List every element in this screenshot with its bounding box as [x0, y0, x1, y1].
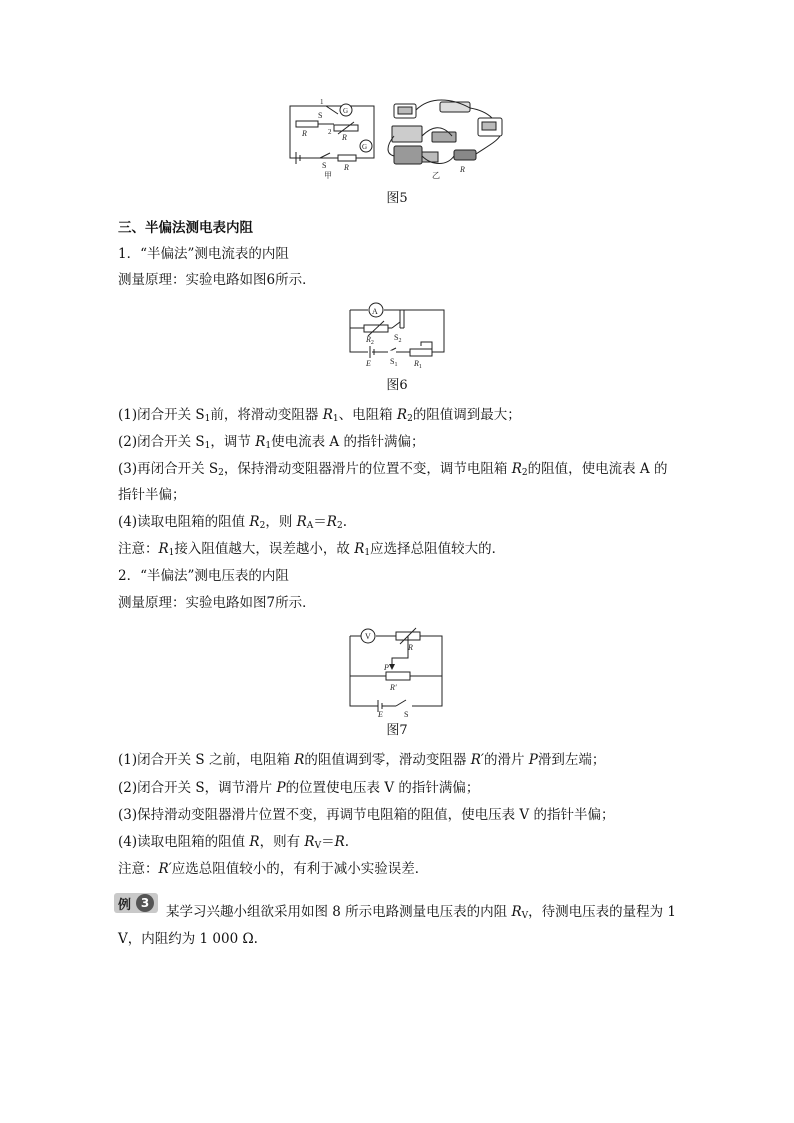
fig6-ammeter-label: A — [372, 307, 378, 316]
part-1-step-3: (3)再闭合开关 $S_2$，保持滑动变阻器滑片的位置不变，调节电阻箱 $R_2$的阻值，使电流表 A 的 — [118, 461, 668, 478]
figure-7-circuit-diagram — [344, 624, 448, 718]
figure-6-caption: 图6 — [386, 378, 408, 393]
fig6-label-s2: $S_2$ — [394, 333, 402, 344]
fig5-label-r2: R — [342, 133, 347, 142]
part-2-title: 2．“半偏法”测电压表的内阻 — [118, 568, 289, 584]
fig5-label-2: 2 — [328, 128, 332, 136]
figure-6-circuit-diagram — [344, 298, 448, 370]
fig5-label-g0: G — [362, 143, 368, 151]
part-2-step-2: (2)闭合开关 S，调节滑片 P的位置使电压表 V 的指针满偏； — [118, 780, 480, 796]
part-2-note: 注意：R′应选总阻值较小的，有利于减小实验误差． — [118, 861, 429, 877]
example-3-text-line-2: V，内阻约为 1 000 Ω. — [118, 931, 258, 947]
fig5-label-r0-right: R — [460, 165, 465, 174]
figure-5-circuit-diagram — [282, 96, 512, 180]
part-1-step-2: (2)闭合开关 $S_1$，调节 $R_1$使电流表 A 的指针满偏； — [118, 434, 425, 451]
part-1-principle: 测量原理：实验电路如图6所示． — [118, 272, 316, 288]
fig7-label-p: P — [384, 663, 389, 672]
part-2-principle: 测量原理：实验电路如图7所示． — [118, 595, 316, 611]
example-badge — [114, 893, 158, 913]
fig7-label-s: S — [404, 710, 409, 718]
fig5-label-r0: R — [344, 163, 349, 172]
fig6-label-r1: $R_1$ — [414, 359, 422, 370]
fig6-label-e: E — [366, 359, 371, 368]
part-1-step-3-continued: 指针半偏； — [118, 487, 186, 503]
part-1-step-4: (4)读取电阻箱的阻值 $R_2$，则 $R_A=R_2$. — [118, 514, 347, 531]
fig6-label-s1: $S_1$ — [390, 357, 398, 368]
figure-7-caption: 图7 — [386, 723, 408, 738]
fig5-label-1: 1 — [320, 98, 324, 106]
fig5-label-g: G — [343, 107, 349, 115]
example-number-icon: 3 — [136, 894, 154, 912]
part-2-step-3: (3)保持滑动变阻器滑片位置不变，再调节电阻箱的阻值，使电压表 V 的指针半偏； — [118, 807, 615, 823]
section-3-heading: 三、半偏法测电表内阻 — [118, 220, 253, 236]
part-1-title: 1．“半偏法”测电流表的内阻 — [118, 246, 289, 262]
fig7-label-e: E — [378, 710, 383, 718]
fig7-voltmeter-label: V — [365, 632, 371, 641]
fig5-label-jia: 甲 — [324, 171, 332, 180]
fig7-label-r: R — [408, 643, 413, 652]
fig5-label-yi: 乙 — [432, 171, 440, 180]
fig5-label-s: S — [318, 111, 323, 120]
example-badge-label: 例 — [118, 898, 132, 913]
figure-5-caption: 图5 — [386, 191, 408, 206]
fig7-label-rprime: R′ — [390, 683, 397, 692]
fig6-label-r2: $R_2$ — [366, 335, 374, 346]
fig5-label-s1: S — [322, 161, 327, 170]
part-1-step-1: (1)闭合开关 $S_1$前，将滑动变阻器 $R_1$、电阻箱 $R_2$的阻值调到最大； — [118, 407, 521, 424]
part-2-step-4: (4)读取电阻箱的阻值 R，则有 $R_V=R$. — [118, 834, 350, 851]
fig5-label-r1: R — [302, 129, 307, 138]
part-2-step-1: (1)闭合开关 S 之前，电阻箱 R的阻值调到零，滑动变阻器 R′的滑片 P滑到左端； — [118, 752, 606, 768]
example-3-text-line-1: 某学习兴趣小组欲采用如图 8 所示电路测量电压表的内阻 $R_V$，待测电压表的量程为 1 — [166, 904, 677, 921]
part-1-note: 注意：$R_1$接入阻值越大，误差越小，故 $R_1$应选择总阻值较大的． — [118, 541, 506, 558]
